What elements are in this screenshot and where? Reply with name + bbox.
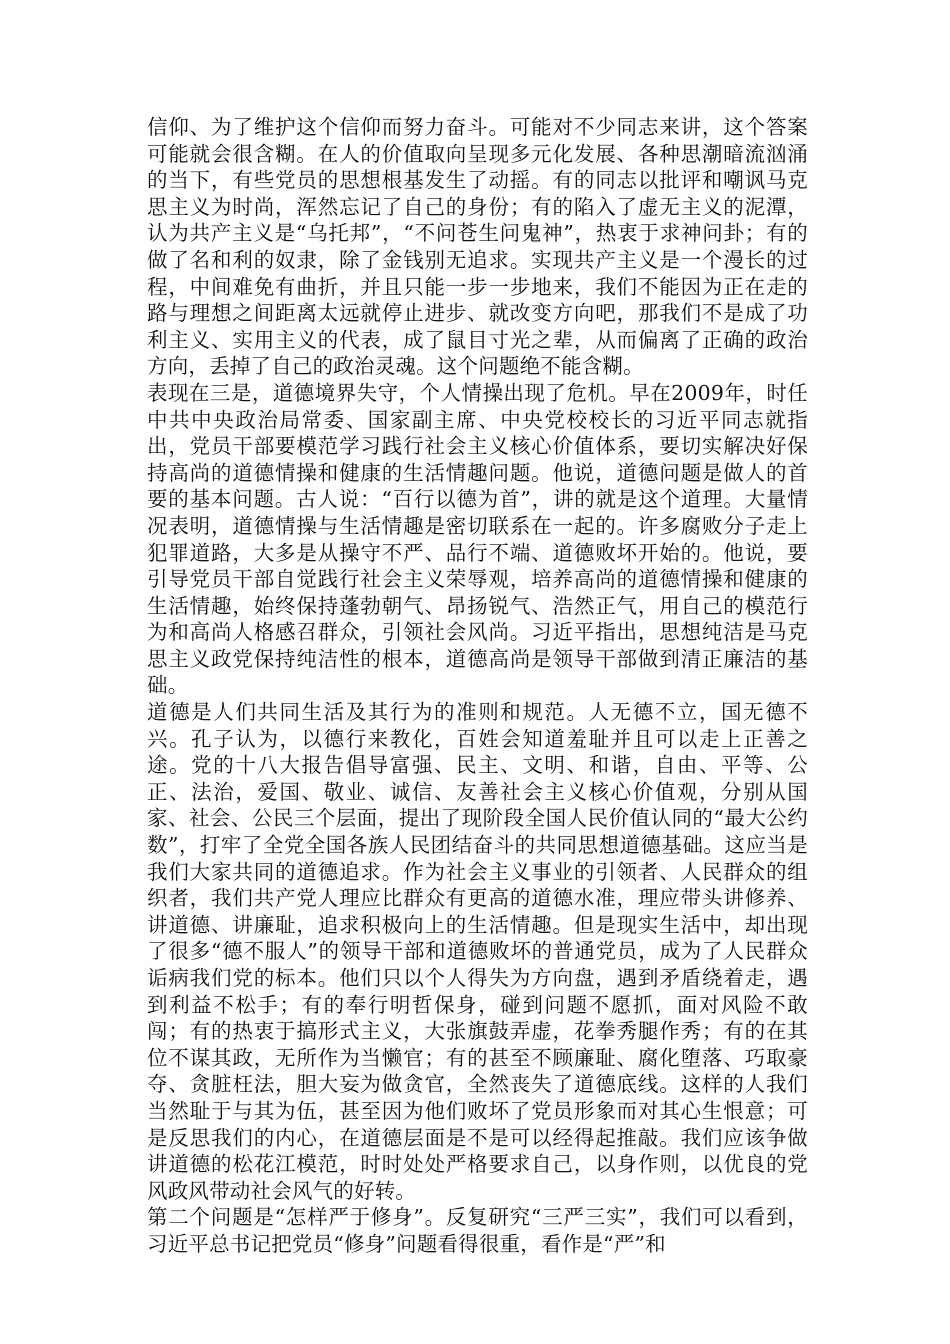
paragraph-moral-crisis: 表现在三是，道德境界失守，个人情操出现了危机。早在2009年，时任中共中央政治局常委、国家副主席、中央党校校长的习近平同志就指出，党员干部要模范学习践行社会主义核心价值体系，要切实解决好保持高尚的道德情操和健康的生活情趣问题。他说，道德问题是做人的首要的基本问题。古人说：“百行以德为首”，讲的就是这个道理。大量情况表明，道德情操与生活情趣是密切联系在一起的。许多腐败分子走上犯罪道路，大多是从操守不严、品行不端、道德败坏开始的。他说，要引导党员干部自觉践行社会主义荣辱观，培养高尚的道德情操和健康的生活情趣，始终保持蓬勃朝气、昂扬锐气、浩然正气，用自己的模范行为和高尚人格感召群众，引领社会风尚。习近平指出，思想纯洁是马克思主义政党保持纯洁性的根本，道德高尚是领导干部做到清正廉洁的基础。	[147, 380, 808, 698]
paragraph-morality-norms: 道德是人们共同生活及其行为的准则和规范。人无德不立，国无德不兴。孔子认为，以德行来教化，百姓会知道羞耻并且可以走上正善之途。党的十八大报告倡导富强、民主、文明、和谐，自由、平等、公正、法治，爱国、敬业、诚信、友善社会主义核心价值观，分别从国家、社会、公民三个层面，提出了现阶段全国人民价值认同的“最大公约数”，打牢了全党全国各族人民团结奋斗的共同思想道德基础。这应当是我们大家共同的道德追求。作为社会主义事业的引领者、人民群众的组织者，我们共产党人理应比群众有更高的道德水准，理应带头讲修养、讲道德、讲廉耻，追求积极向上的生活情趣。但是现实生活中，却出现了很多“德不服人”的领导干部和道德败坏的普通党员，成为了人民群众诟病我们党的标本。他们只以个人得失为方向盘，遇到矛盾绕着走，遇到利益不松手；有的奉行明哲保身，碰到问题不愿抓，面对风险不敢闯；有的热衷于搞形式主义，大张旗鼓弄虚，花拳秀腿作秀；有的在其位不谋其政，无所作为当懒官；有的甚至不顾廉耻、腐化堕落、巧取豪夺、贪脏枉法，胆大妄为做贪官，全然丧失了道德底线。这样的人我们当然耻于与其为伍，甚至因为他们败坏了党员形象而对其心生恨意；可是反思我们的内心，在道德层面是不是可以经得起推敲。我们应该争做讲道德的松花江模范，时时处处严格要求自己，以身作则，以优良的党风政风带动社会风气的好转。	[147, 700, 808, 1203]
paragraph-second-question: 第二个问题是“怎样严于修身”。反复研究“三严三实”，我们可以看到，习近平总书记把党员“修身”问题看得很重，看作是“严”和	[147, 1205, 808, 1256]
document-body	[147, 114, 808, 1258]
paragraph-political-soul: 信仰、为了维护这个信仰而努力奋斗。可能对不少同志来讲，这个答案可能就会很含糊。在人的价值取向呈现多元化发展、各种思潮暗流汹涌的当下，有些党员的思想根基发生了动摇。有的同志以批评和嘲讽马克思主义为时尚，浑然忘记了自己的身份；有的陷入了虚无主义的泥潭，认为共产主义是“乌托邦”，“不问苍生问鬼神”，热衷于求神问卦；有的做了名和利的奴隶，除了金钱别无追求。实现共产主义是一个漫长的过程，中间难免有曲折，并且只能一步一步地来，我们不能因为正在走的路与理想之间距离太远就停止进步、就改变方向吧，那我们不是成了功利主义、实用主义的代表，成了鼠目寸光之辈，从而偏离了正确的政治方向，丢掉了自己的政治灵魂。这个问题绝不能含糊。	[147, 115, 808, 379]
